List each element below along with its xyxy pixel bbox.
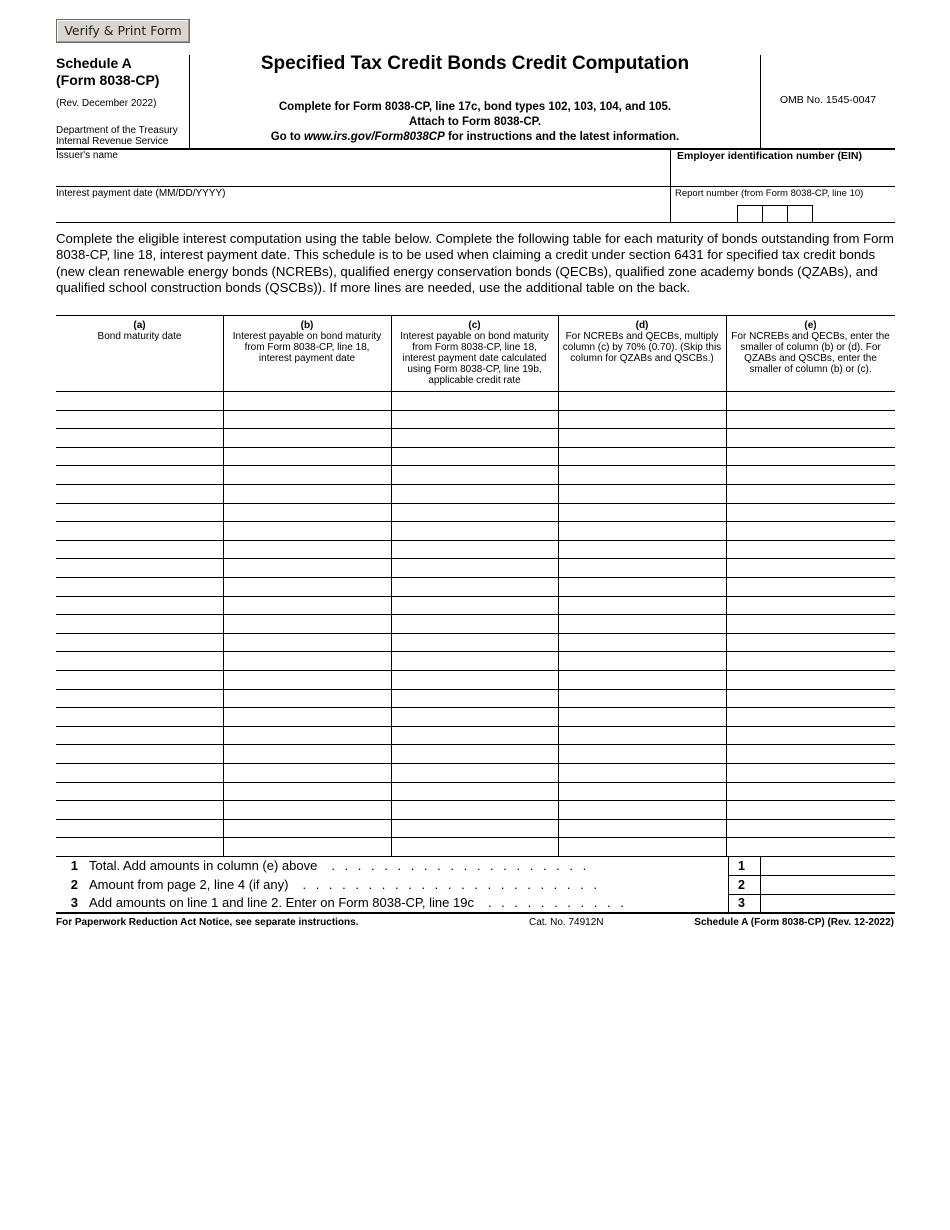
table-cell-c[interactable] [392, 448, 557, 465]
table-cell-a[interactable] [57, 466, 222, 483]
table-cell-e[interactable] [727, 727, 894, 744]
column-description: Bond maturity date [97, 331, 182, 342]
form-subtitle [190, 100, 760, 145]
table-cell-b[interactable] [224, 652, 390, 669]
instructions-text: Complete the eligible interest computation using the table below. Complete the following table for each maturity of bonds outstanding from Form 8038-CP, line 18, interest payment date. This schedule is to be used when claiming a credit under section 6431 for specified tax credit bonds (new clean renewable energy bonds (NCREBs), qualified energy conservation bonds (QECBs), qualified zone academy bonds (QZABs), and qualified school construction bonds (QSCBs)). If more lines are needed, use the additional table on the back. [56, 231, 894, 296]
table-cell-b[interactable] [224, 448, 390, 465]
form-title: Specified Tax Credit Bonds Credit Computation [260, 53, 690, 74]
interest-date-input[interactable] [56, 200, 668, 222]
line-amount-input[interactable] [762, 877, 894, 893]
table-cell-e[interactable] [727, 559, 894, 576]
report-number-box-3[interactable] [787, 205, 813, 223]
instructions-link[interactable]: www.irs.gov/Form8038CP [303, 131, 445, 143]
table-cell-a[interactable] [57, 838, 222, 855]
report-number-label: Report number (from Form 8038-CP, line 10) [675, 188, 864, 199]
table-cell-a[interactable] [57, 727, 222, 744]
table-cell-a[interactable] [57, 783, 222, 800]
table-cell-a[interactable] [57, 764, 222, 781]
table-cell-a[interactable] [57, 522, 222, 539]
table-cell-c[interactable] [392, 411, 557, 428]
omb-number: OMB No. 1545-0047 [779, 94, 877, 106]
column-header-e [730, 320, 891, 375]
schedule-line2: (Form 8038-CP) [56, 72, 160, 88]
table-cell-c[interactable] [392, 429, 557, 446]
table-cell-b[interactable] [224, 634, 390, 651]
line-number: 2 [70, 876, 78, 892]
table-cell-c[interactable] [392, 559, 557, 576]
table-cell-d[interactable] [559, 690, 725, 707]
issuer-name-input[interactable] [56, 162, 668, 186]
subtitle-line1: Complete for Form 8038-CP, line 17c, bond types 102, 103, 104, and 105. [278, 101, 672, 113]
table-cell-b[interactable] [224, 411, 390, 428]
table-cell-a[interactable] [57, 578, 222, 595]
summary-divider [728, 857, 729, 913]
table-cell-d[interactable] [559, 708, 725, 725]
summary-divider [760, 857, 761, 913]
table-cell-a[interactable] [57, 652, 222, 669]
column-header-a [60, 320, 219, 342]
table-cell-c[interactable] [392, 652, 557, 669]
table-cell-e[interactable] [727, 690, 894, 707]
table-cell-c[interactable] [392, 838, 557, 855]
table-cell-e[interactable] [727, 392, 894, 409]
table-cell-d[interactable] [559, 485, 725, 502]
table-cell-a[interactable] [57, 411, 222, 428]
table-cell-c[interactable] [392, 597, 557, 614]
table-cell-d[interactable] [559, 671, 725, 688]
table-cell-a[interactable] [57, 559, 222, 576]
table-cell-b[interactable] [224, 559, 390, 576]
table-cell-a[interactable] [57, 429, 222, 446]
line-box-label: 3 [738, 896, 745, 910]
schedule-id [56, 55, 188, 89]
table-cell-d[interactable] [559, 838, 725, 855]
line-label: Amount from page 2, line 4 (if any) [89, 876, 289, 892]
table-cell-e[interactable] [727, 615, 894, 632]
leader-dots: . . . . . . . . . . . . . . . . . . . . [331, 858, 590, 873]
line-number: 3 [70, 895, 78, 910]
table-cell-b[interactable] [224, 690, 390, 707]
line-box-label: 2 [738, 877, 745, 892]
table-cell-b[interactable] [224, 727, 390, 744]
table-cell-b[interactable] [224, 466, 390, 483]
subtitle-line3-post: for instructions and the latest information. [444, 131, 680, 143]
table-cell-d[interactable] [559, 801, 725, 818]
table-cell-e[interactable] [727, 783, 894, 800]
table-cell-b[interactable] [224, 541, 390, 558]
footer-rule [56, 912, 895, 914]
table-cell-d[interactable] [559, 615, 725, 632]
table-cell-e[interactable] [727, 504, 894, 521]
ein-input[interactable] [672, 162, 894, 186]
table-cell-b[interactable] [224, 801, 390, 818]
table-cell-b[interactable] [224, 578, 390, 595]
table-cell-c[interactable] [392, 820, 557, 837]
line-box-label: 1 [738, 859, 745, 873]
table-cell-c[interactable] [392, 727, 557, 744]
subtitle-line2: Attach to Form 8038-CP. [408, 116, 542, 128]
table-cell-c[interactable] [392, 522, 557, 539]
line-amount-input[interactable] [762, 858, 894, 874]
table-cell-b[interactable] [224, 838, 390, 855]
column-letter: (b) [300, 320, 314, 331]
table-cell-a[interactable] [57, 448, 222, 465]
interest-date-label: Interest payment date (MM/DD/YYYY) [56, 188, 226, 199]
table-cell-b[interactable] [224, 522, 390, 539]
table-cell-d[interactable] [559, 652, 725, 669]
table-cell-c[interactable] [392, 671, 557, 688]
issuer-row-rule [56, 186, 895, 187]
line-amount-input[interactable] [762, 895, 894, 911]
column-description: Interest payable on bond maturity from Form 8038-CP, line 18, interest payment date calculated using Form 8038-CP, line 19b, applicable credit rate [400, 331, 549, 386]
table-cell-e[interactable] [727, 541, 894, 558]
table-cell-c[interactable] [392, 634, 557, 651]
table-cell-e[interactable] [727, 820, 894, 837]
table-cell-a[interactable] [57, 708, 222, 725]
table-cell-e[interactable] [727, 448, 894, 465]
table-cell-e[interactable] [727, 634, 894, 651]
table-cell-d[interactable] [559, 559, 725, 576]
ein-label: Employer identification number (EIN) [677, 150, 862, 162]
table-cell-c[interactable] [392, 708, 557, 725]
table-cell-c[interactable] [392, 615, 557, 632]
table-cell-a[interactable] [57, 801, 222, 818]
table-cell-e[interactable] [727, 466, 894, 483]
table-cell-d[interactable] [559, 783, 725, 800]
table-cell-b[interactable] [224, 485, 390, 502]
table-cell-b[interactable] [224, 615, 390, 632]
column-letter: (a) [133, 320, 146, 331]
column-description: Interest payable on bond maturity from Form 8038-CP, line 18, interest payment date [232, 331, 382, 364]
table-cell-e[interactable] [727, 485, 894, 502]
table-cell-d[interactable] [559, 411, 725, 428]
column-letter: (e) [804, 320, 817, 331]
column-header-b [227, 320, 387, 364]
table-cell-c[interactable] [392, 783, 557, 800]
fields-bottom-rule [56, 222, 895, 223]
table-cell-e[interactable] [727, 652, 894, 669]
table-cell-a[interactable] [57, 504, 222, 521]
schedule-line1: Schedule A [56, 55, 132, 71]
table-cell-d[interactable] [559, 504, 725, 521]
form-id-footer: Schedule A (Form 8038-CP) (Rev. 12-2022) [694, 917, 894, 928]
table-cell-c[interactable] [392, 466, 557, 483]
table-cell-c[interactable] [392, 690, 557, 707]
table-cell-d[interactable] [559, 634, 725, 651]
header-divider-right [760, 55, 761, 148]
subtitle-line3-pre: Go to [270, 131, 304, 143]
table-cell-d[interactable] [559, 727, 725, 744]
department-line1: Department of the Treasury [56, 125, 178, 136]
table-cell-b[interactable] [224, 783, 390, 800]
table-cell-e[interactable] [727, 578, 894, 595]
table-cell-b[interactable] [224, 597, 390, 614]
table-cell-a[interactable] [57, 392, 222, 409]
table-cell-b[interactable] [224, 708, 390, 725]
table-cell-c[interactable] [392, 541, 557, 558]
table-cell-e[interactable] [727, 597, 894, 614]
table-cell-a[interactable] [57, 690, 222, 707]
table-cell-e[interactable] [727, 745, 894, 762]
table-cell-b[interactable] [224, 429, 390, 446]
column-description: For NCREBs and QECBs, multiply column (c) by 70% (0.70). (Skip this column for QZABs and QSCBs.) [562, 331, 722, 364]
table-cell-a[interactable] [57, 745, 222, 762]
line-label: Add amounts on line 1 and line 2. Enter on Form 8038-CP, line 19c [89, 895, 474, 910]
table-cell-a[interactable] [57, 597, 222, 614]
table-cell-c[interactable] [392, 392, 557, 409]
summary-line-2 [56, 876, 728, 894]
department [56, 125, 190, 147]
table-cell-c[interactable] [392, 578, 557, 595]
table-cell-d[interactable] [559, 578, 725, 595]
department-line2: Internal Revenue Service [56, 136, 169, 147]
summary-line-3 [56, 894, 728, 912]
table-cell-c[interactable] [392, 485, 557, 502]
table-cell-b[interactable] [224, 504, 390, 521]
table-cell-e[interactable] [727, 801, 894, 818]
table-cell-d[interactable] [559, 466, 725, 483]
table-cell-d[interactable] [559, 522, 725, 539]
table-cell-e[interactable] [727, 671, 894, 688]
column-header-c [395, 320, 554, 386]
leader-dots: . . . . . . . . . . . [487, 895, 627, 910]
table-cell-d[interactable] [559, 541, 725, 558]
report-number-box-1[interactable] [737, 205, 763, 223]
table-cell-d[interactable] [559, 745, 725, 762]
subtitle-line3 [190, 130, 760, 145]
table-cell-d[interactable] [559, 448, 725, 465]
table-cell-e[interactable] [727, 838, 894, 855]
column-description: For NCREBs and QECBs, enter the smaller of column (b) or (d). For QZABs and QSCBs, enter the smaller of column (b) or (c). [731, 331, 890, 375]
issuer-name-label: Issuer's name [56, 150, 118, 161]
column-letter: (c) [468, 320, 481, 331]
summary-line-1 [56, 857, 728, 875]
table-cell-c[interactable] [392, 504, 557, 521]
catalog-number: Cat. No. 74912N [529, 917, 604, 928]
column-header-d [562, 320, 722, 364]
line-label: Total. Add amounts in column (e) above [89, 858, 318, 873]
table-cell-d[interactable] [559, 429, 725, 446]
report-number-box-2[interactable] [762, 205, 788, 223]
table-cell-a[interactable] [57, 485, 222, 502]
table-cell-b[interactable] [224, 392, 390, 409]
table-cell-d[interactable] [559, 820, 725, 837]
table-cell-a[interactable] [57, 671, 222, 688]
table-cell-e[interactable] [727, 429, 894, 446]
table-cell-e[interactable] [727, 708, 894, 725]
column-letter: (d) [635, 320, 649, 331]
line-number: 1 [70, 858, 78, 873]
table-cell-a[interactable] [57, 820, 222, 837]
table-cell-b[interactable] [224, 671, 390, 688]
table-cell-a[interactable] [57, 541, 222, 558]
table-cell-e[interactable] [727, 522, 894, 539]
table-cell-a[interactable] [57, 615, 222, 632]
table-cell-a[interactable] [57, 634, 222, 651]
table-cell-c[interactable] [392, 764, 557, 781]
revision-date: (Rev. December 2022) [56, 98, 157, 109]
table-cell-b[interactable] [224, 745, 390, 762]
table-cell-d[interactable] [559, 764, 725, 781]
table-cell-d[interactable] [559, 392, 725, 409]
table-cell-b[interactable] [224, 764, 390, 781]
table-top-rule [56, 315, 895, 316]
leader-dots: . . . . . . . . . . . . . . . . . . . . . . . [302, 876, 600, 892]
table-cell-d[interactable] [559, 597, 725, 614]
table-cell-b[interactable] [224, 820, 390, 837]
table-cell-c[interactable] [392, 745, 557, 762]
paperwork-notice: For Paperwork Reduction Act Notice, see separate instructions. [56, 917, 359, 928]
table-cell-e[interactable] [727, 411, 894, 428]
table-cell-e[interactable] [727, 764, 894, 781]
table-cell-c[interactable] [392, 801, 557, 818]
verify-print-button[interactable]: Verify & Print Form [56, 19, 190, 43]
